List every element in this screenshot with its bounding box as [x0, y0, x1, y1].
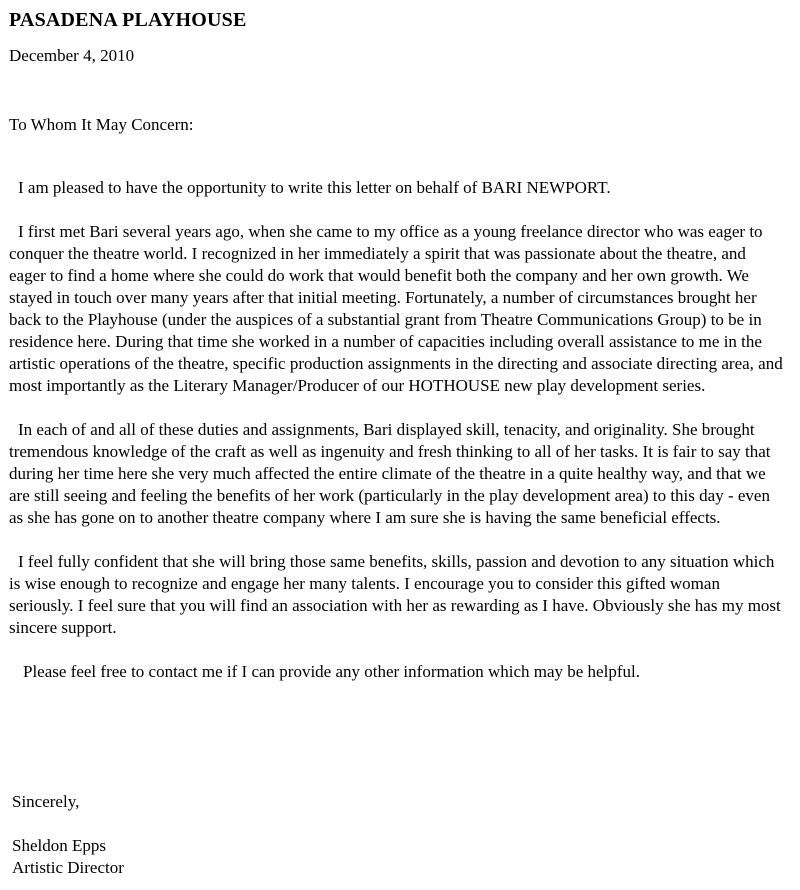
- letter-date: December 4, 2010: [9, 46, 135, 65]
- paragraph-contact: Please feel free to contact me if I can provide any other information which may be helpful.: [23, 662, 640, 681]
- letterhead: PASADENA PLAYHOUSE: [9, 9, 247, 31]
- closing: Sincerely,: [12, 792, 80, 811]
- signature-block: [12, 835, 124, 879]
- signer-name: Sheldon Epps: [12, 836, 106, 855]
- paragraph-background: I first met Bari several years ago, when she came to my office as a young freelance director who was eager to conquer the theatre world. I recognized in her immediately a spirit that was passionate about the theatre, and eager to find a home where she could do work that would benefit both the company and her own growth. We stayed in touch over many years after that initial meeting. Fortunately, a number of circumstances brought her back to the Playhouse (under the auspices of a substantial grant from Theatre Communications Group) to be in residence here. During that time she worked in a number of capacities including overall assistance to me in the artistic operations of the theatre, specific production assignments in the directing and associate directing area, and most importantly as the Literary Manager/Producer of our HOTHOUSE new play development series.: [9, 222, 783, 395]
- paragraph-recommendation: I feel fully confident that she will bring those same benefits, skills, passion and devotion to any situation which is wise enough to recognize and engage her many talents. I encourage you to consider this gifted woman seriously. I feel sure that you will find an association with her as rewarding as I have. Obviously she has my most sincere support.: [9, 552, 781, 637]
- paragraph-performance: In each of and all of these duties and assignments, Bari displayed skill, tenacity, and originality. She brought tremendous knowledge of the craft as well as ingenuity and fresh thinking to all of her tasks. It is fair to say that during her time here she very much affected the entire climate of the theatre in a quite healthy way, and that we are still seeing and feeling the benefits of her work (particularly in the play development area) to this day - even as she has gone on to another theatre company where I am sure she is having the same beneficial effects.: [9, 420, 771, 527]
- signer-title: Artistic Director: [12, 858, 124, 877]
- salutation: To Whom It May Concern:: [9, 115, 194, 134]
- paragraph-intro: I am pleased to have the opportunity to write this letter on behalf of BARI NEWPORT.: [18, 178, 611, 197]
- letter-body: [9, 177, 785, 705]
